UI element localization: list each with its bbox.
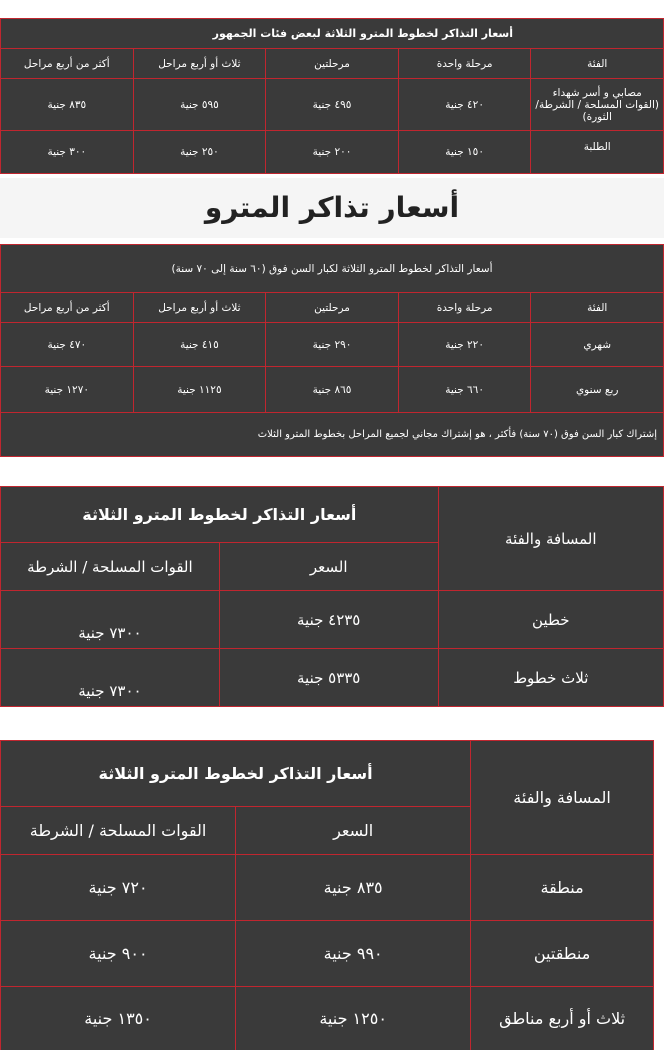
table-note: إشتراك كبار السن فوق (٧٠ سنة) فأكثر ، هو إشتراك مجاني لجميع المراحل بخطوط المترو الثلاث (1, 413, 664, 457)
page-title: أسعار تذاكر المترو (0, 178, 664, 238)
column-header: القوات المسلحة / الشرطة (1, 543, 220, 591)
column-header: أكثر من أربع مراحل (1, 49, 134, 79)
price-cell: ٨٣٥ جنية (1, 79, 134, 131)
category-cell: مصابي و أسر شهداء (القوات المسلحة / الشرطة/ الثورة) (531, 79, 664, 131)
table-row (1, 591, 664, 649)
table-seniors (0, 244, 664, 456)
price-cell: ٨٣٥ جنية (236, 855, 471, 921)
price-cell: ٢٢٠ جنية (398, 323, 531, 367)
column-header: مرحلتين (266, 293, 399, 323)
price-cell: ٤٢٣٥ جنية (219, 591, 438, 649)
table-row (1, 367, 664, 413)
price-cell: ٢٩٠ جنية (266, 323, 399, 367)
table-title: أسعار التذاكر لخطوط المترو الثلاثة لبعض فئات الجمهور (1, 19, 664, 49)
category-cell: ربع سنوي (531, 367, 664, 413)
column-header: الفئة (531, 49, 664, 79)
table-row (1, 79, 664, 131)
price-cell: ٢٥٠ جنية (133, 131, 266, 174)
price-cell: ١١٢٥ جنية (133, 367, 266, 413)
price-cell: ١٥٠ جنية (398, 131, 531, 174)
table-row (1, 921, 654, 987)
price-cell: ١٢٧٠ جنية (1, 367, 134, 413)
table-row (1, 649, 664, 707)
table-row (1, 855, 654, 921)
table-special-groups (0, 18, 664, 173)
column-header: الفئة (531, 293, 664, 323)
table-row (1, 131, 664, 174)
price-cell: ٤٧٠ جنية (1, 323, 134, 367)
category-cell: منطقة (471, 855, 654, 921)
price-cell: ٤٢٠ جنية (398, 79, 531, 131)
category-cell: منطقتين (471, 921, 654, 987)
column-header: مرحلة واحدة (398, 49, 531, 79)
table-title: أسعار التذاكر لخطوط المترو الثلاثة لكبار السن فوق (٦٠ سنة إلى ٧٠ سنة) (1, 245, 664, 293)
column-header: القوات المسلحة / الشرطة (1, 807, 236, 855)
column-header: مرحلة واحدة (398, 293, 531, 323)
table-zones (0, 740, 654, 1050)
column-header: السعر (219, 543, 438, 591)
price-cell: ٤٩٥ جنية (266, 79, 399, 131)
table-row (1, 323, 664, 367)
price-cell: ٩٠٠ جنية (1, 921, 236, 987)
table-row (1, 987, 654, 1050)
column-header: ثلاث أو أربع مراحل (133, 49, 266, 79)
category-cell: ثلاث خطوط (438, 649, 663, 707)
column-header: السعر (236, 807, 471, 855)
category-header: المسافة والفئة (471, 741, 654, 855)
column-header: مرحلتين (266, 49, 399, 79)
price-cell: ٣٠٠ جنية (1, 131, 134, 174)
price-cell: ٤١٥ جنية (133, 323, 266, 367)
category-cell: الطلبة (531, 131, 664, 174)
price-cell: ١٣٥٠ جنية (1, 987, 236, 1050)
category-cell: ثلاث أو أربع مناطق (471, 987, 654, 1050)
column-header: ثلاث أو أربع مراحل (133, 293, 266, 323)
price-cell: ٧٢٠ جنية (1, 855, 236, 921)
table-title: أسعار التذاكر لخطوط المترو الثلاثة (1, 487, 439, 543)
table-lines (0, 486, 664, 706)
price-cell: ٨٦٥ جنية (266, 367, 399, 413)
price-cell: ٩٩٠ جنية (236, 921, 471, 987)
table-title: أسعار التذاكر لخطوط المترو الثلاثة (1, 741, 471, 807)
price-cell: ٥٣٣٥ جنية (219, 649, 438, 707)
price-cell: ٧٣٠٠ جنية (1, 649, 220, 707)
price-cell: ٦٦٠ جنية (398, 367, 531, 413)
category-cell: شهري (531, 323, 664, 367)
price-cell: ٢٠٠ جنية (266, 131, 399, 174)
column-header: أكثر من أربع مراحل (1, 293, 134, 323)
price-cell: ٥٩٥ جنية (133, 79, 266, 131)
category-header: المسافة والفئة (438, 487, 663, 591)
price-cell: ٧٣٠٠ جنية (1, 591, 220, 649)
price-cell: ١٢٥٠ جنية (236, 987, 471, 1050)
category-cell: خطين (438, 591, 663, 649)
